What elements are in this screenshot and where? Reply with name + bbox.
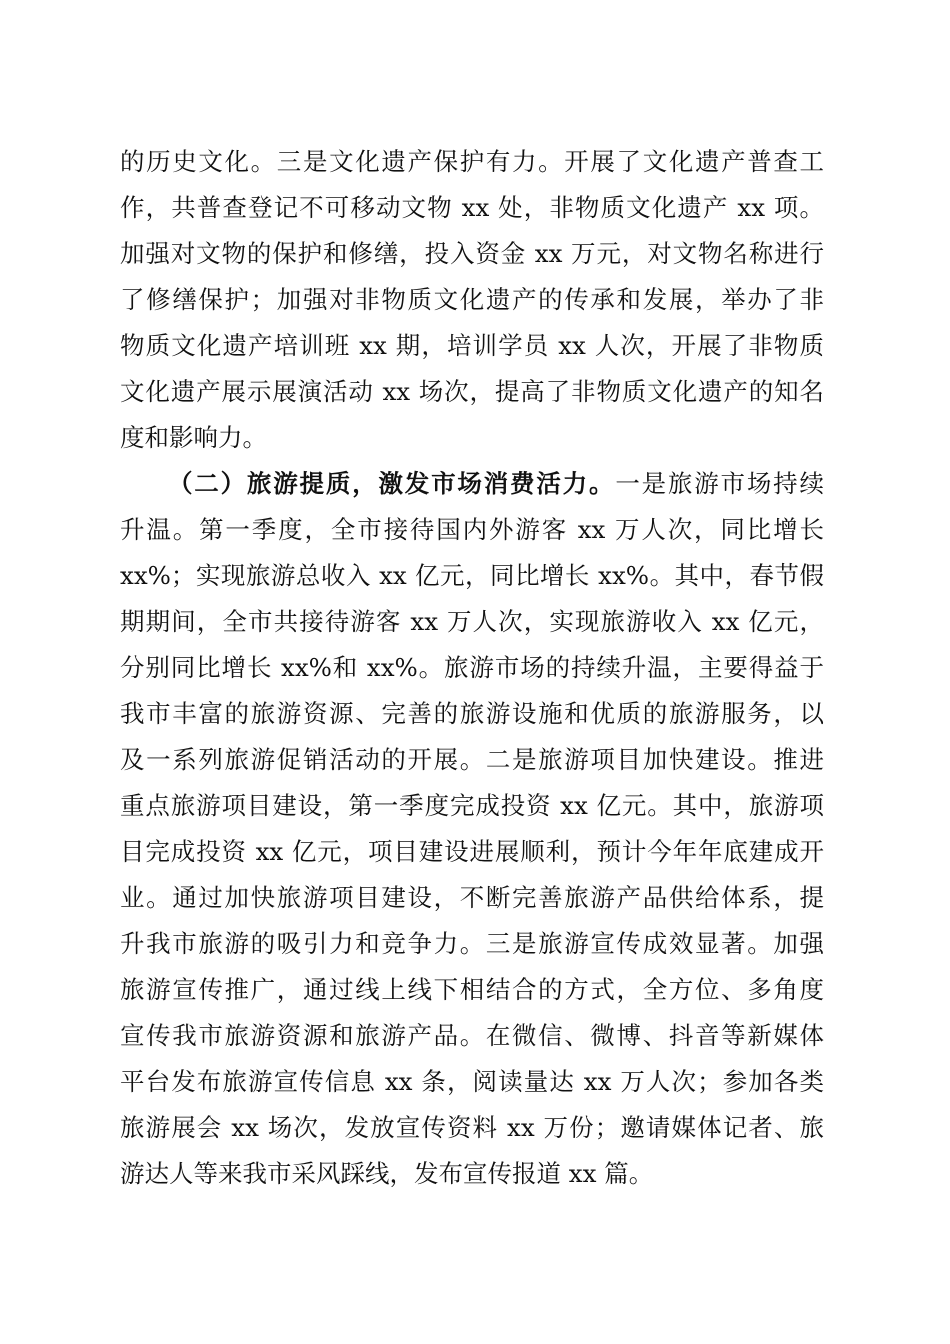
text-line: 度和影响力。: [120, 423, 267, 452]
text-line: 业。通过加快旅游项目建设，不断完善旅游产品供给体系，提: [120, 883, 824, 912]
text-line: 及一系列旅游促销活动的开展。二是旅游项目加快建设。推进: [120, 745, 824, 774]
text-line: 的历史文化。三是文化遗产保护有力。开展了文化遗产普查工: [120, 147, 824, 176]
heading-line-rest: 一是旅游市场持续: [615, 469, 824, 498]
text-line: 分别同比增长 xx%和 xx%。旅游市场的持续升温，主要得益于: [120, 653, 824, 682]
text-line: 了修缮保护；加强对非物质文化遗产的传承和发展，举办了非: [120, 285, 824, 314]
text-line: 我市丰富的旅游资源、完善的旅游设施和优质的旅游服务，以: [120, 699, 824, 728]
text-line: 重点旅游项目建设，第一季度完成投资 xx 亿元。其中，旅游项: [120, 791, 824, 820]
text-line: 物质文化遗产培训班 xx 期，培训学员 xx 人次，开展了非物质: [120, 331, 824, 360]
section-heading: （二）旅游提质，激发市场消费活力。: [168, 469, 616, 498]
text-line: 旅游宣传推广，通过线上线下相结合的方式，全方位、多角度: [120, 975, 824, 1004]
text-line: 宣传我市旅游资源和旅游产品。在微信、微博、抖音等新媒体: [120, 1021, 824, 1050]
text-line: 文化遗产展示展演活动 xx 场次，提高了非物质文化遗产的知名: [120, 377, 824, 406]
text-line: 加强对文物的保护和修缮，投入资金 xx 万元，对文物名称进行: [120, 239, 824, 268]
text-line: xx%；实现旅游总收入 xx 亿元，同比增长 xx%。其中，春节假: [120, 561, 824, 590]
text-line: 升我市旅游的吸引力和竞争力。三是旅游宣传成效显著。加强: [120, 929, 824, 958]
text-line: 游达人等来我市采风踩线，发布宣传报道 xx 篇。: [120, 1159, 654, 1188]
text-line: 旅游展会 xx 场次，发放宣传资料 xx 万份；邀请媒体记者、旅: [120, 1113, 824, 1142]
text-line: 平台发布旅游宣传信息 xx 条，阅读量达 xx 万人次；参加各类: [120, 1067, 824, 1096]
text-line: 目完成投资 xx 亿元，项目建设进展顺利，预计今年年底建成开: [120, 837, 824, 866]
text-line: 期期间，全市共接待游客 xx 万人次，实现旅游收入 xx 亿元，: [120, 607, 824, 636]
section-heading-line: [168, 464, 824, 504]
text-line: 作，共普查登记不可移动文物 xx 处，非物质文化遗产 xx 项。: [120, 193, 824, 222]
text-line: 升温。第一季度，全市接待国内外游客 xx 万人次，同比增长: [120, 515, 824, 544]
